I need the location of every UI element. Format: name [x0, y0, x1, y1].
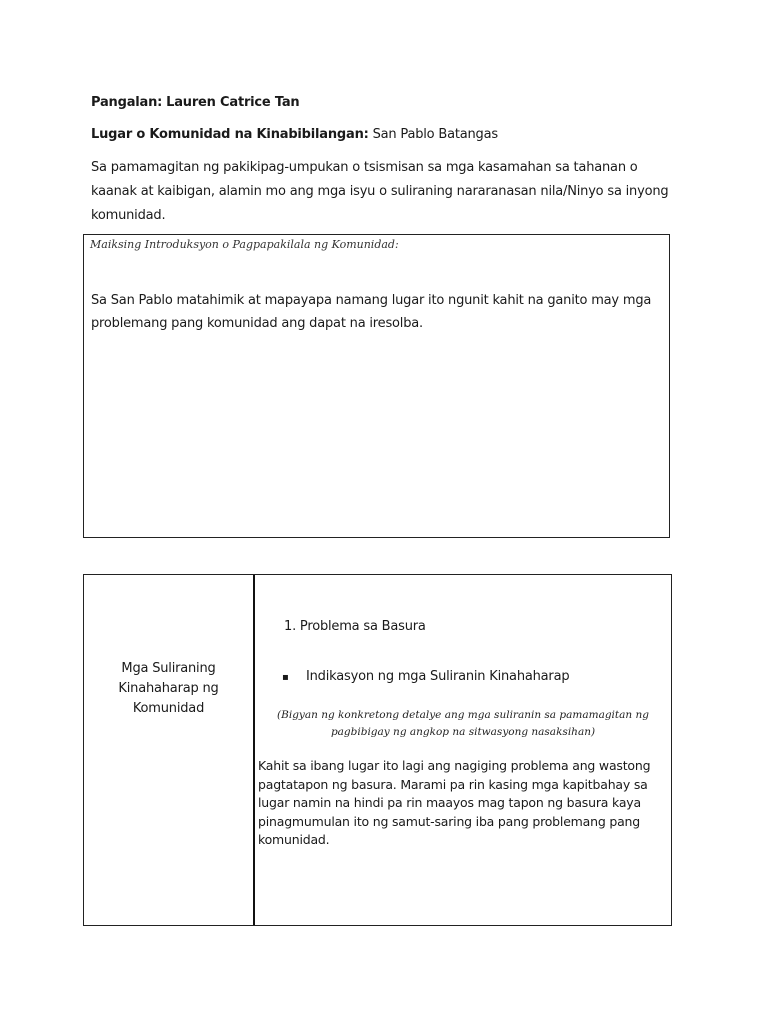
place-line — [91, 127, 498, 142]
place-label: Lugar o Komunidad na Kinabibilangan: — [91, 127, 369, 142]
issues-table — [83, 574, 672, 926]
table-divider — [253, 575, 255, 925]
instructions-paragraph: Sa pamamagitan ng pakikipag-umpukan o tsismisan sa mga kasamahan sa tahanan o kaanak at kaibigan, alamin mo ang mga isyu o suliraning nararanasan nila/Ninyo sa inyong komunidad. — [91, 160, 669, 223]
square-bullet-icon: ▪ — [282, 672, 289, 683]
instruction-note: (Bigyan ng konkretong detalye ang mga suliranin sa pamamagitan ng pagbibigay ng angkop na sitwasyong nasaksihan) — [277, 709, 649, 738]
name-line — [91, 95, 300, 110]
intro-box-title: Maiksing Introduksyon o Pagpapakilala ng Komunidad: — [90, 238, 399, 251]
issues-left-label: Mga Suliraning Kinahaharap ng Komunidad — [118, 661, 219, 716]
name-value: Lauren Catrice Tan — [166, 95, 300, 110]
name-label: Pangalan: — [91, 95, 163, 110]
answer-text: Kahit sa ibang lugar ito lagi ang nagiging problema ang wastong pagtatapon ng basura. Marami pa rin kasing mga kapitbahay sa lugar namin na hindi pa rin maayos mag tapon ng basura kaya pinagmumulan ito ng samut-saring iba pang problemang pang komunidad. — [258, 758, 651, 847]
place-value: San Pablo Batangas — [372, 127, 498, 142]
indication-label: Indikasyon ng mga Suliranin Kinahaharap — [306, 669, 570, 684]
problem-heading: 1. Problema sa Basura — [284, 619, 426, 634]
indication-bullet-row — [282, 669, 569, 684]
intro-box-text: Sa San Pablo matahimik at mapayapa namang lugar ito ngunit kahit na ganito may mga problemang pang komunidad ang dapat na iresolba. — [91, 293, 652, 331]
intro-box — [83, 234, 670, 538]
